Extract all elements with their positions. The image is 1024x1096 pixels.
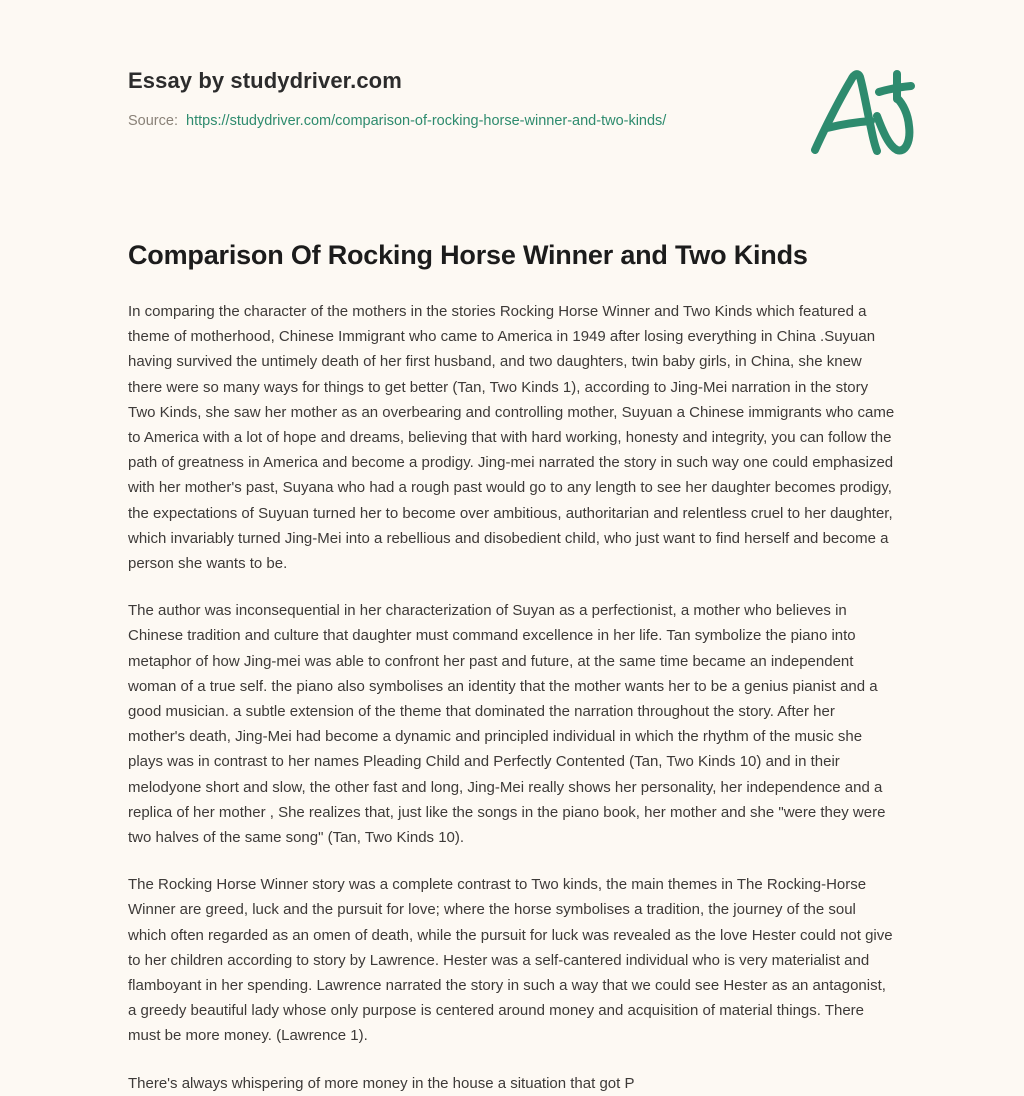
body-paragraph: In comparing the character of the mothers in the stories Rocking Horse Winner and Two Kinds which featured a theme of motherhood, Chinese Immigrant who came to America in 1949 after losing everything in China .Suyuan having survived the untimely death of her first husband, and two daughters, twin baby girls, in China, she knew there were so many ways for things to get better (Tan, Two Kinds 1), according to Jing-Mei narration in the story Two Kinds, she saw her mother as an overbearing and controlling mother, Suyuan a Chinese immigrants who came to America with a lot of hope and dreams, believing that with hard working, honesty and integrity, you can follow the path of greatness in America and become a prodigy. Jing-mei narrated the story in such way one could emphasized with her mother's past, Suyana who had a rough past would go to any length to see her daughter becomes prodigy, the expectations of Suyuan turned her to become over ambitious, authoritarian and relentless cruel to her daughter, which invariably turned Jing-Mei into a rebellious and disobedient child, who just want to find herself and become a person she wants to be. — [128, 302, 895, 573]
document-header — [128, 0, 896, 131]
source-url-link[interactable]: https://studydriver.com/comparison-of-rocking-horse-winner-and-two-kinds/ — [186, 113, 667, 130]
page-title: Comparison Of Rocking Horse Winner and Two Kinds — [128, 240, 808, 271]
document-content — [128, 0, 896, 1096]
body-paragraph: The author was inconsequential in her characterization of Suyan as a perfectionist, a mother who believes in Chinese tradition and culture that daughter must command excellence in her life. Tan symbolize the piano into metaphor of how Jing-mei was able to confront her past and future, at the same time became an independent woman of a true self. the piano also symbolises an identity that the mother wants her to be a genius pianist and a good musician. a subtle extension of the theme that dominated the narration throughout the story. After her mother's death, Jing-Mei had become a dynamic and principled individual in which the rhythm of the music she plays was in contrast to her names Pleading Child and Perfectly Contented (Tan, Two Kinds 10) and in their melodyone short and slow, the other fast and long, Jing-Mei really shows her personality, her independence and a replica of her mother , She realizes that, just like the songs in the piano book, her mother and she "were they were two halves of the same song" (Tan, Two Kinds 10). — [128, 602, 886, 847]
body-paragraph: There's always whispering of more money in the house a situation that got P — [128, 1074, 635, 1092]
a-plus-logo-icon — [801, 58, 921, 168]
document-body — [128, 299, 896, 1096]
essay-byline: Essay by studydriver.com — [128, 68, 402, 93]
body-paragraph: The Rocking Horse Winner story was a complete contrast to Two kinds, the main themes in The Rocking-Horse Winner are greed, luck and the pursuit for love; where the horse symbolises a tradition, the journey of the soul which often regarded as an omen of death, while the pursuit for luck was revealed as the love Hester could not give to her children according to story by Lawrence. Hester was a self-cantered individual who is very materialist and flamboyant in her spending. Lawrence narrated the story in such a way that we could see Hester as an antagonist, a greedy beautiful lady whose only purpose is centered around money and acquisition of material things. There must be more money. (Lawrence 1). — [128, 876, 893, 1045]
source-label: Source: — [128, 113, 178, 130]
source-line — [128, 112, 896, 131]
